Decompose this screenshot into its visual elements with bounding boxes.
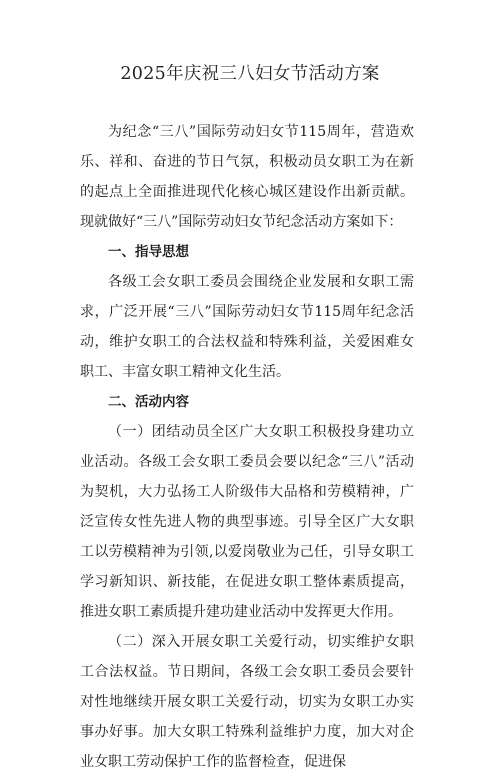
intro-paragraph: 为纪念“三八”国际劳动妇女节115周年，营造欢乐、祥和、奋进的节日气氛，积极动员女职工为在新的起点上全面推进现代化核心城区建设作出新贡献。现就做好“三八”国际劳动妇女节纪念活动方案如下： <box>80 124 414 230</box>
document-title: 2025年庆祝三八妇女节活动方案 <box>120 64 380 84</box>
activity-item-2-paragraph: （二）深入开展女职工关爱行动，切实维护女职工合法权益。节日期间，各级工会女职工委员会要针对性地继续开展女职工关爱行动，切实为女职工办实事办好事。加大女职工特殊利益维护力度，加大对企业女职工劳动保护工作的监督检查，促进保 <box>80 634 414 770</box>
section-heading-activity-content: 二、活动内容 <box>108 394 189 410</box>
document-body <box>80 117 414 777</box>
guiding-ideology-paragraph: 各级工会女职工委员会围绕企业发展和女职工需求，广泛开展“三八”国际劳动妇女节115周年纪念活动，维护女职工的合法权益和特殊利益，关爱困难女职工、丰富女职工精神文化生活。 <box>80 274 414 380</box>
section-heading-guiding-ideology: 一、指导思想 <box>108 244 189 260</box>
activity-item-1-paragraph: （一）团结动员全区广大女职工积极投身建功立业活动。各级工会女职工委员会要以纪念“三八”活动为契机，大力弘扬工人阶级伟大品格和劳模精神，广泛宣传女性先进人物的典型事迹。引导全区广大女职工以劳模精神为引领,以爱岗敬业为己任，引导女职工学习新知识、新技能，在促进女职工整体素质提高，推进女职工素质提升建功建业活动中发挥更大作用。 <box>80 424 414 620</box>
